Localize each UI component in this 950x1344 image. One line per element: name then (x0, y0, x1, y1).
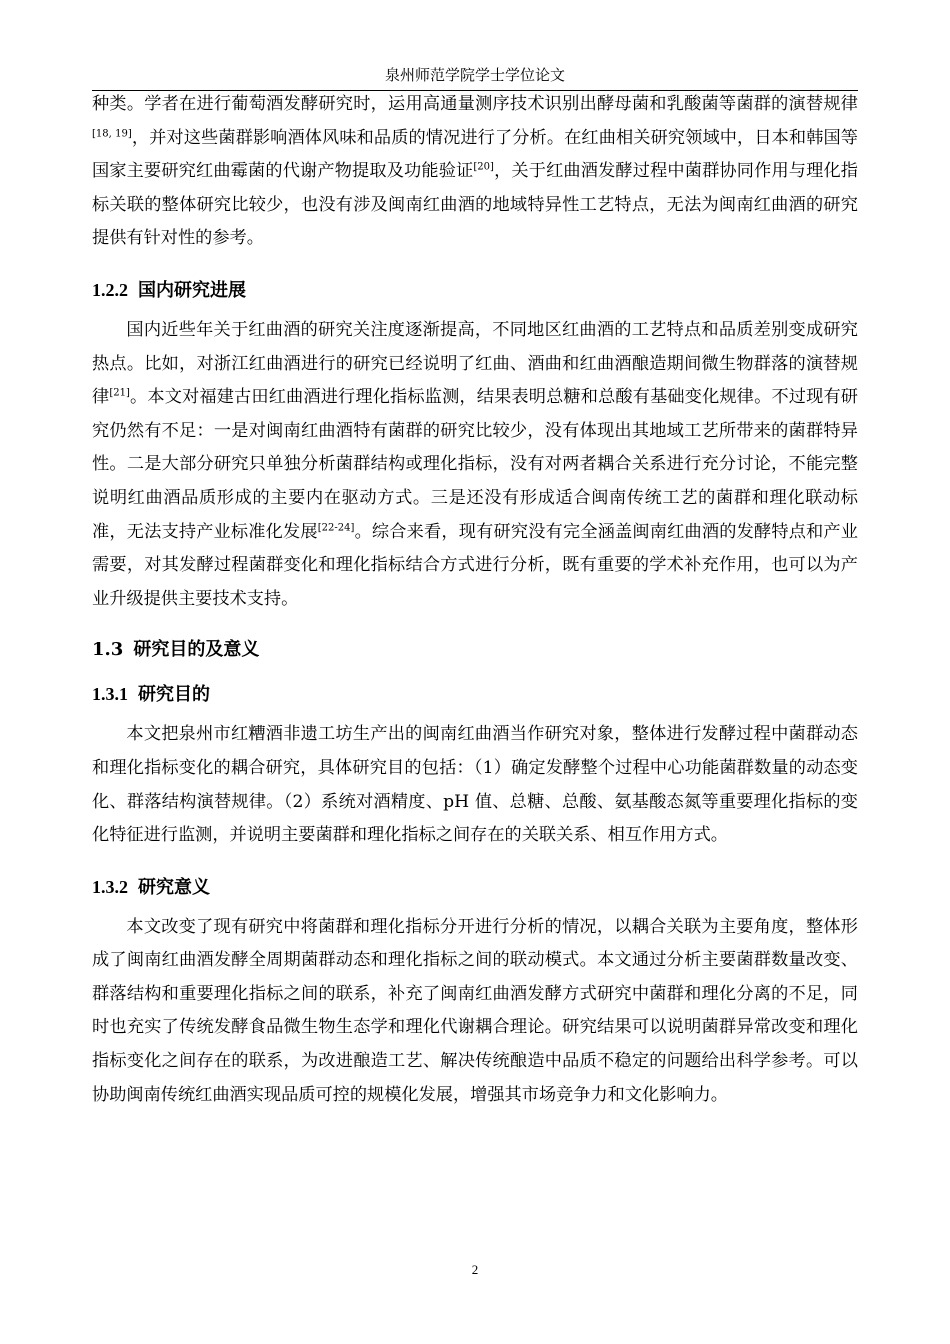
text-span: 种类。学者在进行葡萄酒发酵研究时，运用高通量测序技术识别出酵母菌和乳酸菌等菌群的演替规律 (92, 94, 858, 114)
section-number: 1.3.2 (92, 876, 128, 897)
section-title: 研究目的 (138, 684, 210, 705)
text-span: ，关于红曲酒发酵过程中菌群协同作用与理化指标关联的整体研究比较少，也没有涉及闽南红曲酒的地域特异性工艺特点，无法为闽南红曲酒的研究提供有针对性的参考。 (92, 161, 858, 249)
text-span: 国内近些年关于红曲酒的研究关注度逐渐提高，不同地区红曲酒的工艺特点和品质差别变成研究热点。比如，对浙江红曲酒进行的研究已经说明了红曲、酒曲和红曲酒酿造期间微生物群落的演替规律 (92, 319, 858, 408)
citation: [18, 19] (92, 127, 132, 139)
section-title: 研究意义 (138, 876, 210, 897)
section-number: 1.3.1 (92, 684, 128, 705)
section-number: 1.3 (92, 639, 124, 661)
paragraph-research-significance: 本文改变了现有研究中将菌群和理化指标分开进行分析的情况，以耦合关联为主要角度，整体形成了闽南红曲酒发酵全周期菌群动态和理化指标之间的联动模式。本文通过分析主要菌群数量改变、群落结构和重要理化指标之间的联系，补充了闽南红曲酒发酵方式研究中菌群和理化分离的不足，同时也充实了传统发酵食品微生物生态学和理化代谢耦合理论。研究结果可以说明菌群异常改变和理化指标变化之间存在的联系，为改进酿造工艺、解决传统酿造中品质不稳定的问题给出科学参考。可以协助闽南传统红曲酒实现品质可控的规模化发展，增强其市场竞争力和文化影响力。 (92, 916, 858, 1105)
paragraph-foreign-research-continued (92, 88, 858, 256)
section-title: 研究目的及意义 (133, 639, 260, 661)
section-number: 1.2.2 (92, 279, 128, 300)
paragraph-research-purpose: 本文把泉州市红糟酒非遗工坊生产出的闽南红曲酒当作研究对象，整体进行发酵过程中菌群动态和理化指标变化的耦合研究，具体研究目的包括：（1）确定发酵整个过程中心功能菌群数量的动态变化、群落结构演替规律。（2）系统对酒精度、pH 值、总糖、总酸、氨基酸态氮等重要理化指标的变化特征进行监测，并说明主要菌群和理化指标之间存在的关联关系、相互作用方式。 (92, 724, 858, 846)
citation: [22-24] (317, 521, 355, 533)
page-number: 2 (471, 1262, 479, 1277)
paragraph-domestic-research (92, 314, 858, 616)
section-heading-1-3-2 (92, 867, 858, 907)
citation: [20] (473, 161, 494, 173)
section-heading-1-3-1 (92, 674, 858, 714)
page-header (92, 60, 858, 91)
text-span: 。本文对福建古田红曲酒进行理化指标监测，结果表明总糖和总酸有基础变化规律。不过现有研究仍然有不足：一是对闽南红曲酒特有菌群的研究比较少，没有体现出其地域工艺所带来的菌群特异性。二是大部分研究只单独分析菌群结构或理化指标，没有对两者耦合关系进行充分讨论，不能完整说明红曲酒品质形成的主要内在驱动方式。三是还没有形成适合闽南传统工艺的菌群和理化联动标准，无法支持产业标准化发展 (92, 387, 858, 542)
text-span: ，并对这些菌群影响酒体风味和品质的情况进行了分析。在红曲相关研究领域中，日本和韩国等国家主要研究红曲霉菌的代谢产物提取及功能验证 (92, 127, 858, 182)
section-heading-1-2-2 (92, 270, 858, 310)
page-footer (0, 1262, 950, 1278)
page-body (92, 88, 858, 1112)
text-span: 。综合来看，现有研究没有完全涵盖闽南红曲酒的发酵特点和产业需要，对其发酵过程菌群变化和理化指标结合方式进行分析，既有重要的学术补充作用，也可以为产业升级提供主要技术支持。 (92, 521, 858, 609)
citation: [21] (109, 387, 130, 399)
header-title: 泉州师范学院学士学位论文 (384, 66, 565, 84)
section-title: 国内研究进展 (138, 279, 246, 300)
section-heading-1-3 (92, 630, 858, 670)
